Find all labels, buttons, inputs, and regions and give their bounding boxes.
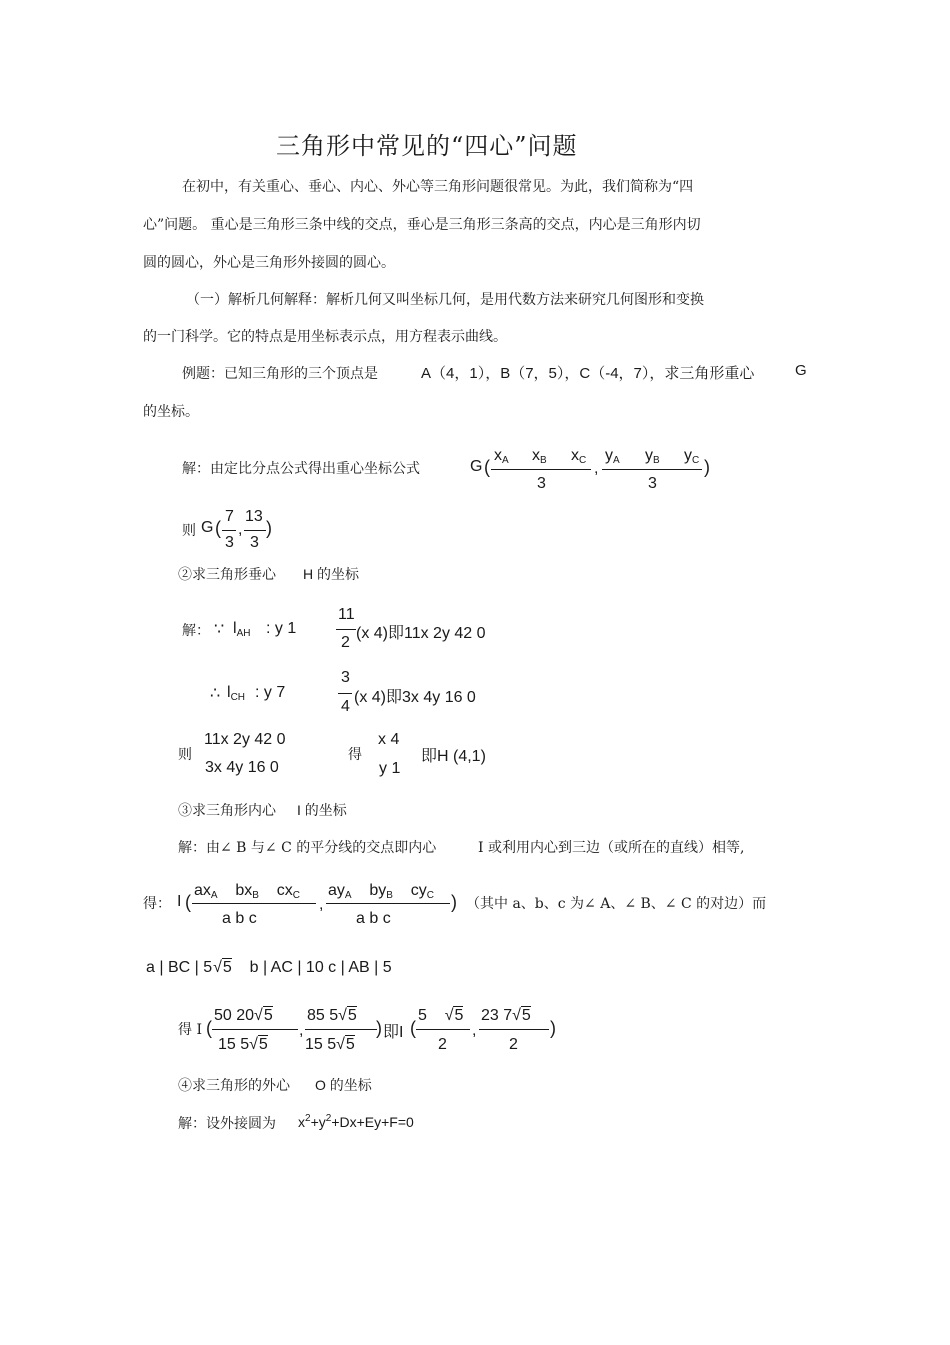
incenter-h2-num: 23 7√5 — [481, 1007, 531, 1024]
incenter-num-y: $ay_A$ $by_B$ $cy_C$ — [328, 882, 434, 901]
circum-solution: 解：设外接圆为 — [178, 1116, 276, 1132]
ortho-heading-h: H 的坐标 — [303, 566, 359, 582]
incenter-heading: ③求三角形内心 — [178, 803, 276, 819]
centroid-xb: $x_B$ — [532, 447, 547, 466]
incenter-solution-i: I 或利用内心到三边（或所在的直线）相等, — [478, 840, 745, 856]
incenter-g1-bar — [212, 1029, 298, 1030]
incenter-result-close: ) — [376, 1018, 382, 1038]
incenter-final-comma: , — [472, 1022, 477, 1039]
centroid-open: ( — [484, 457, 490, 477]
incenter-comma: , — [319, 896, 324, 913]
incenter-g2-den: 15 5√5 — [305, 1036, 355, 1053]
circum-heading-o: O 的坐标 — [315, 1077, 372, 1093]
centroid-result-den-1: 3 — [225, 534, 234, 551]
centroid-result-g: G — [201, 519, 214, 536]
ortho-frac-1-bar — [336, 629, 356, 630]
circum-heading: ④求三角形的外心 — [178, 1078, 290, 1094]
centroid-result-open: ( — [215, 518, 221, 538]
incenter-frac-bar-1 — [192, 903, 316, 904]
centroid-g: G — [470, 458, 483, 475]
example-line-1c: G — [795, 362, 807, 379]
incenter-sides: a | BC | 5√5 b | AC | 10 c | AB | 5 — [146, 959, 392, 976]
incenter-g1-num: 50 20√5 — [214, 1007, 273, 1024]
incenter-den-2: a b c — [356, 910, 391, 927]
centroid-frac-bar-1 — [491, 469, 591, 470]
centroid-label: 解：由定比分点公式得出重心坐标公式 — [182, 461, 420, 477]
incenter-final-open: ( — [410, 1018, 416, 1038]
incenter-close: ) — [451, 892, 457, 912]
incenter-result-open: ( — [206, 1018, 212, 1038]
centroid-then: 则 — [182, 523, 196, 539]
example-line-2: 的坐标。 — [143, 404, 199, 420]
centroid-result-num-1: 7 — [225, 508, 234, 525]
centroid-xa: $x_A$ — [494, 447, 509, 466]
intro-line-2: 心”问题。 重心是三角形三条中线的交点，垂心是三角形三条高的交点，内心是三角形内切 — [143, 217, 701, 233]
ortho-result-row-1: x 4 — [378, 731, 400, 748]
ortho-eq-1b: (x 4)即11x 2y 42 0 — [356, 625, 486, 642]
ortho-frac-2-den: 4 — [341, 698, 350, 715]
ortho-eq-1a: : y 1 — [266, 620, 297, 637]
centroid-result-num-2: 13 — [245, 508, 263, 525]
incenter-open: ( — [185, 892, 191, 912]
page-title: 三角形中常见的“四心”问题 — [276, 132, 578, 160]
incenter-frac-bar-2 — [326, 903, 450, 904]
incenter-i: I — [177, 893, 182, 910]
centroid-ya: $y_A$ — [605, 447, 620, 466]
incenter-num-x: $ax_A$ $bx_B$ $cx_C$ — [194, 882, 300, 901]
ortho-then: 则 — [178, 747, 192, 763]
ortho-result: 即H (4,1) — [421, 748, 486, 765]
incenter-g2-num: 85 5√5 — [307, 1007, 357, 1024]
incenter-get-2: 得 I — [178, 1022, 202, 1038]
incenter-ji: 即I — [383, 1024, 404, 1041]
incenter-g2-bar — [305, 1029, 377, 1030]
incenter-final-close: ) — [550, 1018, 556, 1038]
centroid-xc: $x_C$ — [571, 447, 587, 466]
centroid-result-bar-1 — [222, 530, 236, 531]
centroid-close: ) — [704, 457, 710, 477]
circum-equation: $x^2+y^2+Dx+Ey+F=0$ — [298, 1113, 414, 1130]
incenter-h2-bar — [479, 1029, 549, 1030]
incenter-get: 得： — [143, 896, 171, 912]
centroid-result-den-2: 3 — [250, 534, 259, 551]
centroid-comma: , — [594, 460, 599, 477]
ortho-l-ah: $l_{AH}$ — [233, 620, 251, 639]
incenter-note: （其中 a、b、c 为∠ A、∠ B、∠ C 的对边）而 — [466, 896, 767, 912]
centroid-result-comma: , — [238, 521, 243, 538]
ortho-get: 得 — [348, 747, 362, 763]
centroid-yb: $y_B$ — [645, 447, 660, 466]
ortho-frac-1-den: 2 — [341, 634, 350, 651]
centroid-frac-bar-2 — [602, 469, 702, 470]
section1-line-2: 的一门科学。它的特点是用坐标表示点，用方程表示曲线。 — [143, 329, 507, 345]
ortho-eq-2b: (x 4)即3x 4y 16 0 — [354, 689, 476, 706]
ortho-system-row-1: 11x 2y 42 0 — [204, 731, 286, 748]
intro-line-1: 在初中，有关重心、垂心、内心、外心等三角形问题很常见。为此，我们简称为“四 — [182, 179, 694, 195]
ortho-l-ch: $l_{CH}$ — [227, 684, 246, 703]
ortho-heading: ②求三角形垂心 — [178, 567, 276, 583]
ortho-frac-1-num: 11 — [338, 606, 355, 623]
incenter-h2-den: 2 — [509, 1036, 518, 1053]
centroid-result-close: ) — [266, 518, 272, 538]
incenter-h1-bar — [416, 1029, 470, 1030]
intro-line-3: 圆的圆心，外心是三角形外接圆的圆心。 — [143, 255, 395, 271]
example-line-1b: A（4，1），B（7，5），C（-4，7），求三角形重心 — [421, 365, 755, 382]
ortho-therefore: ∴ — [210, 685, 221, 702]
centroid-yc: $y_C$ — [684, 447, 700, 466]
incenter-solution: 解：由∠ B 与∠ C 的平分线的交点即内心 — [178, 840, 437, 856]
section1-line-1: （一）解析几何解释：解析几何又叫坐标几何，是用代数方法来研究几何图形和变换 — [186, 292, 704, 308]
incenter-h1-den: 2 — [438, 1036, 447, 1053]
ortho-result-row-2: y 1 — [379, 760, 401, 777]
centroid-result-bar-2 — [244, 530, 266, 531]
example-line-1a: 例题：已知三角形的三个顶点是 — [182, 366, 378, 382]
ortho-sol-label: 解： — [182, 623, 210, 639]
ortho-frac-2-num: 3 — [341, 669, 350, 686]
ortho-frac-2-bar — [338, 693, 352, 694]
incenter-result-comma: , — [299, 1022, 304, 1039]
ortho-because: ∵ — [214, 621, 225, 638]
centroid-den-2: 3 — [648, 475, 657, 492]
centroid-den-1: 3 — [537, 475, 546, 492]
incenter-h1-num: 5 √5 — [418, 1007, 464, 1024]
incenter-g1-den: 15 5√5 — [218, 1036, 268, 1053]
ortho-eq-2a: : y 7 — [255, 684, 286, 701]
ortho-system-row-2: 3x 4y 16 0 — [205, 759, 279, 776]
incenter-den-1: a b c — [222, 910, 257, 927]
incenter-heading-i: I 的坐标 — [297, 802, 347, 818]
